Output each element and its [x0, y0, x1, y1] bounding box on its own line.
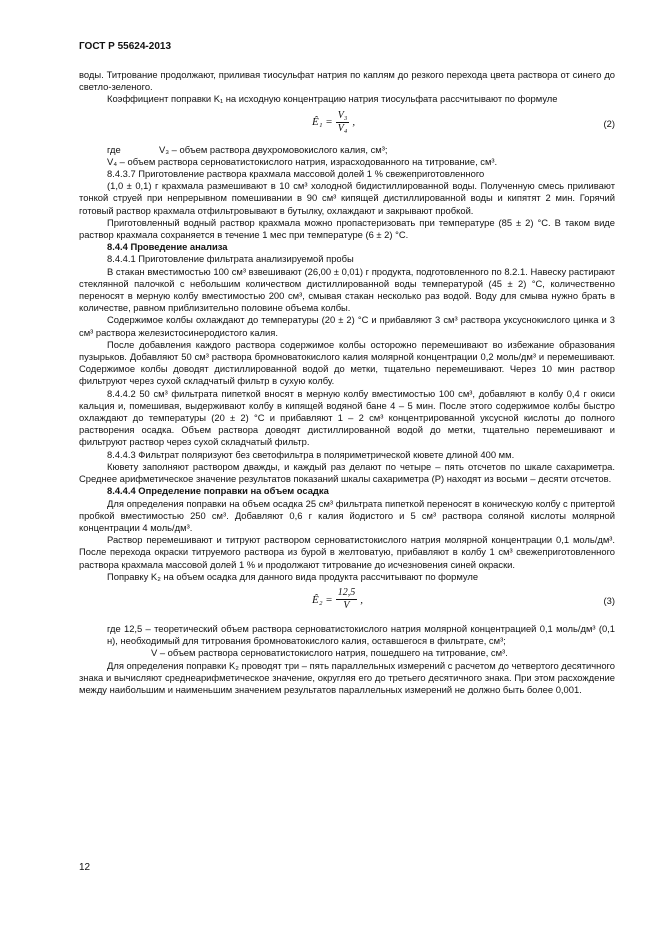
paragraph: 8.4.3.7 Приготовление раствора крахмала массовой долей 1 % свежеприготовленного — [107, 168, 485, 180]
legend-item: V – объем раствора серноватистокислого натрия, пошедшего на титрование, см³. — [151, 647, 508, 659]
paragraph: 8.4.4.1 Приготовление фильтрата анализируемой пробы — [107, 253, 354, 265]
legend-item: где 12,5 – теоретический объем раствора серноватистокислого натрия молярной концентрацией 0,1 моль/дм³ (0,1 н), необходимый для титрования бромноватокислого калия, оставшегося в фильтрате, см³; — [107, 622, 615, 647]
paragraph: В стакан вместимостью 100 см³ взвешивают (26,00 ± 0,01) г продукта, подготовленного по 8.2.1. Навеску растирают стеклянной палочкой с небольшим количеством дистиллированной воды температурой (45 ± 2) °С, количественно переносят в мерную колбу вместимостью 200 см³, смывая стакан несколько раз водой. Воду для смыва нужно брать в количестве, равном приблизительно половине объема колбы. — [79, 265, 615, 314]
paragraph: После добавления каждого раствора содержимое колбы осторожно перемешивают во избежание образования пузырьков. Добавляют 50 см³ раствора бромноватокислого калия молярной концентрации 0,2 моль/дм³ и перемешивают. Содержимое колбы доводят дистиллированной водой до метки, тщательно перемешивают. Через 10 мин раствор фильтруют через сухой складчатый фильтр в сухую колбу. — [79, 338, 615, 387]
paragraph: Приготовленный водный раствор крахмала можно пропастеризовать при температуре (85 ± 2) °С. В таком виде раствор крахмала сохраняется в течение 1 мес при температуре (6 ± 2) °С. — [79, 216, 615, 241]
paragraph: 8.4.4.3 Фильтрат поляризуют без светофильтра в поляриметрической кювете длиной 400 мм. — [107, 448, 515, 460]
formula-number: (3) — [603, 594, 615, 606]
section-heading: 8.4.4 Проведение анализа — [107, 241, 228, 253]
paragraph: Для определения поправки на объем осадка 25 см³ фильтрата пипеткой переносят в коническую колбу с притертой пробкой вместимостью 250 см³. Добавляют 0,6 г калия йодистого и 5 см³ раствора соляной кислоты молярной концентрации 4 моль/дм³. — [79, 497, 615, 533]
paragraph: 8.4.4.2 50 см³ фильтрата пипеткой вносят в мерную колбу вместимостью 100 см³, добавляют в колбу 0,4 г окиси кальция и, помешивая, выдерживают колбу в кипящей водяной бане 4 – 5 мин. После этого содержимое колбы быстро охлаждают до температуры (20 ± 2) °С и прибавляют 1 – 2 см³ концентрированной уксусной кислоты до полного растворения осадка. Объем раствора доводят дистиллированной водой до метки, тщательно перемешивают и фильтруют раствор через сухой складчатый фильтр. — [79, 387, 615, 448]
formula-lhs: Ê₁ = — [312, 116, 333, 129]
formula-expression — [312, 110, 355, 135]
section-heading: 8.4.4.4 Определение поправки на объем осадка — [107, 485, 329, 497]
formula-tail: , — [360, 593, 363, 606]
formula-legend — [79, 144, 615, 156]
formula-numerator: 12,5 — [336, 587, 358, 600]
formula-lhs: Ê₂ = — [312, 593, 333, 606]
page-body — [79, 69, 615, 696]
formula-number: (2) — [603, 117, 615, 129]
formula-fraction — [336, 587, 358, 612]
paragraph: воды. Титрование продолжают, приливая тиосульфат натрия по каплям до резкого перехода цвета раствора от синего до светло-зеленого. — [79, 69, 615, 93]
formula-tail: , — [352, 116, 356, 129]
formula-3 — [79, 583, 615, 623]
paragraph: Содержимое колбы охлаждают до температуры (20 ± 2) °С и прибавляют 3 см³ раствора уксуснокислого цинка и 3 см³ раствора железистосинеродистого калия. — [79, 314, 615, 338]
legend-item: V₄ – объем раствора серноватистокислого натрия, израсходованного на титрование, см³. — [107, 155, 498, 167]
paragraph: Для определения поправки K₂ проводят три – пять параллельных измерений с расчетом до четвертого десятичного знака и вычисляют среднеарифметическое значение, округляя его до третьего десятичного знака. При этом расхождение между наибольшим и наименьшим значением результатов параллельных измерений не должно быть более 0,001. — [79, 659, 615, 695]
formula-denominator: V₄ — [337, 122, 348, 134]
paragraph: (1,0 ± 0,1) г крахмала размешивают в 10 см³ холодной бидистиллированной воды. Полученную смесь приливают тонкой струей при непрерывном помешивании в 90 см³ кипящей дистиллированной воды и кипятят 2 мин. Горячий готовый раствор крахмала отфильтровывают в бутылку, охлаждают и закрывают пробкой. — [79, 180, 615, 216]
formula-fraction — [336, 110, 350, 135]
paragraph: Кювету заполняют раствором дважды, и каждый раз делают по четыре – пять отсчетов по шкале сахариметра. Среднее арифметическое значение результатов показаний шкалы сахариметра (P) находят из восьми – десяти отсчетов. — [79, 460, 615, 485]
legend-label: где — [107, 143, 121, 155]
paragraph: Коэффициент поправки K₁ на исходную концентрацию натрия тиосульфата рассчитывают по формуле — [107, 93, 558, 105]
page-number: 12 — [79, 862, 91, 873]
formula-expression — [312, 587, 363, 612]
formula-denominator: V — [343, 600, 350, 612]
formula-numerator: V₃ — [336, 110, 350, 123]
paragraph: Раствор перемешивают и титруют раствором серноватистокислого натрия молярной концентрации 0,1 моль/дм³. После перехода окраски титруемого раствора из бурой в желтоватую, прибавляют в колбу 1 см³ свежеприготовленного раствора крахмала массовой долей 1 % и продолжают титрование до исчезновения синей окраски. — [79, 534, 615, 570]
paragraph: Поправку K₂ на объем осадка для данного вида продукта рассчитывают по формуле — [107, 570, 479, 582]
document-header: ГОСТ Р 55624-2013 — [79, 41, 172, 52]
legend-item: V₃ – объем раствора двухромовокислого калия, см³; — [159, 143, 388, 155]
formula-2 — [79, 106, 615, 144]
